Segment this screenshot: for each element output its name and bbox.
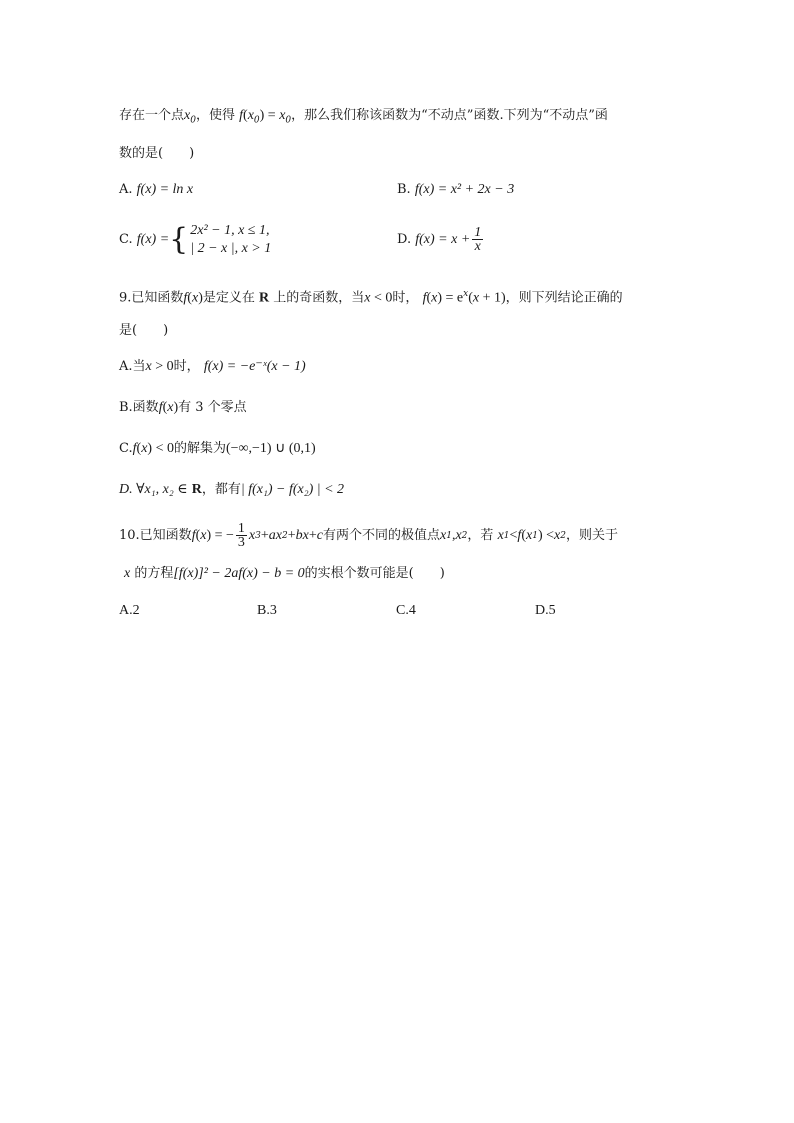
q8-text: ，那么我们称该函数为“不动点”函数.下列为“不动点”函	[291, 108, 608, 123]
q10-option-d[interactable]: D.5	[535, 603, 556, 618]
q9-option-d[interactable]: D. ∀x₁, x₂ ∈ R，都有| f(x₁) − f(x₂) | < 2	[119, 482, 345, 497]
q10-option-a[interactable]: A.2	[119, 603, 140, 618]
q8-option-d[interactable]: D. f(x) = x + $\frac{1}{x}$	[397, 225, 482, 254]
q10-stem-line1: 10.已知函数 f ( x ) = − $\frac{1}{3}$ x 3 + ax 2 + bx + c 有两个不同的极值点 x 1 , x 2 ，若 x 1 < f ( x 1 ) < x 2 ，则关于	[119, 521, 618, 550]
q8-text: ，使得	[195, 108, 235, 123]
q9-stem-line2: 是( )	[119, 323, 169, 338]
q8-text: 存在一个点	[119, 108, 185, 123]
q8-intro-line1: 存在一个点$x_0$，使得 $f(x_0) = x_0$，那么我们称该函数为“不动点”函数.下列为“不动点”函	[119, 108, 608, 126]
q10-option-b[interactable]: B.3	[257, 603, 277, 618]
q8-option-b[interactable]: B. f(x) = x² + 2x − 3	[397, 182, 515, 197]
q8-option-c[interactable]: C. f(x) = { 2x² − 1, x ≤ 1, | 2 − x |, x > 1	[119, 222, 272, 257]
q9-stem-line1: 9.已知函数f(x)是定义在 R 上的奇函数，当x < 0时， $f(x) = e^x(x + 1)$，则下列结论正确的	[119, 289, 623, 306]
q10-option-c[interactable]: C.4	[396, 603, 416, 618]
q9-option-a[interactable]: A.当x > 0时， f(x) = −e⁻ˣ(x − 1)	[119, 359, 306, 374]
q8-intro-line2: 数的是( )	[119, 146, 195, 161]
q9-option-b[interactable]: B.函数f(x)有 3 个零点	[119, 400, 247, 415]
left-brace-icon: {	[169, 222, 189, 257]
q8-option-a[interactable]: A. f(x) = ln x	[119, 182, 194, 197]
q9-option-c[interactable]: C.f(x) < 0的解集为(−∞,−1) ∪ (0,1)	[119, 441, 316, 456]
q10-stem-line2: x 的方程[f(x)]² − 2af(x) − b = 0的实根个数可能是( )	[124, 566, 445, 581]
